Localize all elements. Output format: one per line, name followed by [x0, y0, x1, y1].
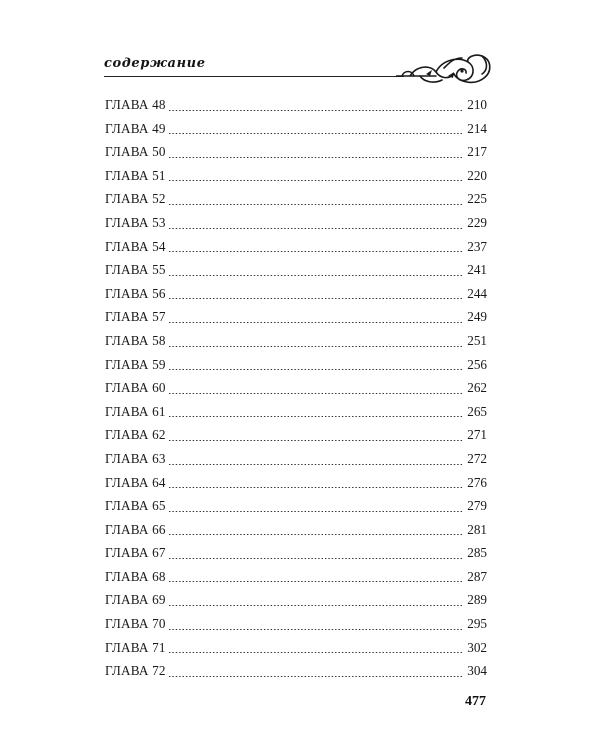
toc-entry-page: 241 [467, 262, 487, 278]
toc-entry-label: ГЛАВА 48 [105, 97, 166, 112]
page-number: 477 [465, 694, 486, 709]
toc-entry [105, 140, 487, 164]
toc-entry-page: 262 [467, 380, 487, 396]
toc-entry-page: 295 [467, 616, 487, 632]
toc-entry-page: 256 [467, 356, 487, 372]
toc-entry [105, 494, 487, 518]
toc-entry-page: 279 [467, 498, 487, 514]
toc-entry-label: ГЛАВА 57 [105, 309, 166, 325]
toc-entry-label: ГЛАВА 52 [105, 191, 166, 207]
toc-entry-label: ГЛАВА 55 [105, 262, 166, 278]
table-of-contents [105, 93, 487, 683]
toc-leader-dots [168, 676, 464, 677]
toc-entry-label: ГЛАВА 58 [105, 332, 166, 348]
toc-entry [105, 258, 487, 282]
toc-leader-dots [168, 110, 464, 111]
toc-leader-dots [168, 157, 464, 158]
toc-entry-page: 272 [467, 450, 487, 466]
toc-entry [105, 659, 487, 683]
toc-entry [105, 471, 487, 495]
header-title: содержание [104, 56, 206, 71]
toc-entry-page: 281 [467, 521, 487, 537]
toc-entry-page: 285 [467, 545, 487, 561]
toc-entry [105, 447, 487, 471]
toc-entry [105, 282, 487, 306]
toc-entry-page: 304 [467, 663, 487, 679]
toc-entry-label: ГЛАВА 72 [105, 663, 166, 679]
toc-entry [105, 164, 487, 188]
toc-entry-label: ГЛАВА 66 [105, 521, 166, 537]
toc-entry [105, 588, 487, 612]
toc-leader-dots [168, 558, 464, 559]
toc-leader-dots [168, 511, 464, 512]
toc-entry-label: ГЛАВА 69 [105, 592, 166, 608]
toc-entry-label: ГЛАВА 50 [105, 144, 166, 160]
toc-entry-label: ГЛАВА 65 [105, 498, 166, 514]
header-rule [104, 76, 404, 77]
toc-leader-dots [168, 298, 464, 299]
toc-entry-page: 276 [467, 474, 487, 490]
toc-leader-dots [168, 322, 464, 323]
toc-entry-page: 214 [467, 120, 487, 136]
toc-entry-page: 265 [467, 403, 487, 419]
toc-leader-dots [168, 534, 464, 535]
toc-entry-label: ГЛАВА 51 [105, 167, 166, 183]
toc-entry [105, 329, 487, 353]
toc-entry-page: 249 [467, 309, 487, 325]
toc-entry [105, 353, 487, 377]
toc-entry-page: 302 [467, 639, 487, 655]
toc-entry-label: ГЛАВА 71 [105, 639, 166, 655]
toc-entry [105, 117, 487, 141]
toc-entry-label: ГЛАВА 67 [105, 545, 166, 561]
toc-entry-page: 251 [467, 332, 487, 348]
toc-leader-dots [168, 346, 464, 347]
toc-leader-dots [168, 204, 464, 205]
toc-leader-dots [168, 440, 464, 441]
toc-entry [105, 93, 487, 117]
toc-entry-page: 271 [467, 427, 487, 443]
toc-entry [105, 636, 487, 660]
toc-entry [105, 400, 487, 424]
toc-entry-label: ГЛАВА 70 [105, 616, 166, 632]
toc-entry-label: ГЛАВА 62 [105, 427, 166, 443]
toc-leader-dots [168, 393, 464, 394]
toc-leader-dots [168, 605, 464, 606]
toc-entry-page: 289 [467, 592, 487, 608]
toc-leader-dots [168, 180, 464, 181]
toc-leader-dots [168, 464, 464, 465]
toc-entry-label: ГЛАВА 61 [105, 403, 166, 419]
toc-entry-label: ГЛАВА 56 [105, 285, 166, 301]
toc-leader-dots [168, 487, 464, 488]
toc-entry-page: 210 [467, 97, 487, 112]
toc-leader-dots [168, 652, 464, 653]
toc-leader-dots [168, 275, 464, 276]
toc-entry-label: ГЛАВА 68 [105, 568, 166, 584]
toc-entry-page: 244 [467, 285, 487, 301]
toc-entry-label: ГЛАВА 64 [105, 474, 166, 490]
toc-entry [105, 305, 487, 329]
toc-entry [105, 565, 487, 589]
toc-entry [105, 518, 487, 542]
toc-leader-dots [168, 228, 464, 229]
celtic-knot-ornament-icon [396, 50, 496, 88]
toc-entry [105, 612, 487, 636]
toc-entry-label: ГЛАВА 53 [105, 214, 166, 230]
toc-entry-label: ГЛАВА 63 [105, 450, 166, 466]
toc-leader-dots [168, 133, 464, 134]
toc-leader-dots [168, 251, 464, 252]
toc-entry-page: 220 [467, 167, 487, 183]
toc-entry-page: 225 [467, 191, 487, 207]
toc-entry-page: 229 [467, 214, 487, 230]
toc-leader-dots [168, 369, 464, 370]
toc-entry [105, 187, 487, 211]
toc-entry-label: ГЛАВА 54 [105, 238, 166, 254]
running-header [104, 50, 496, 90]
toc-entry-page: 217 [467, 144, 487, 160]
toc-entry-label: ГЛАВА 60 [105, 380, 166, 396]
toc-entry [105, 541, 487, 565]
toc-entry-label: ГЛАВА 49 [105, 120, 166, 136]
toc-leader-dots [168, 416, 464, 417]
toc-entry [105, 211, 487, 235]
toc-entry-page: 237 [467, 238, 487, 254]
toc-entry [105, 235, 487, 259]
toc-entry-label: ГЛАВА 59 [105, 356, 166, 372]
toc-leader-dots [168, 581, 464, 582]
toc-entry [105, 376, 487, 400]
toc-entry [105, 423, 487, 447]
toc-leader-dots [168, 629, 464, 630]
toc-entry-page: 287 [467, 568, 487, 584]
